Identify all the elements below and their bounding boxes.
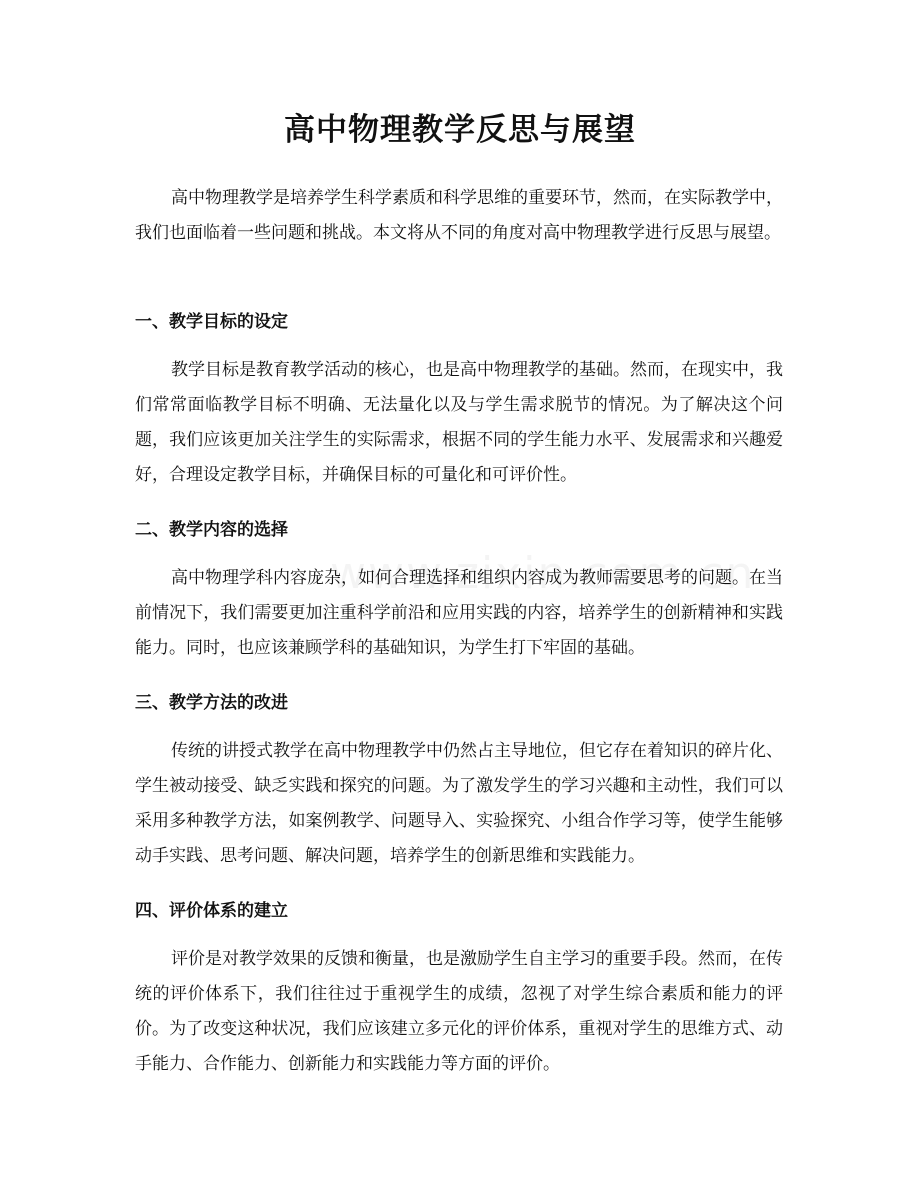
section-heading-2: 二、教学内容的选择 <box>135 520 288 540</box>
section-body-4: 评价是对教学效果的反馈和衡量，也是激励学生自主学习的重要手段。然而，在传统的评价体系下，我们往往过于重视学生的成绩，忽视了对学生综合素质和能力的评价。为了改变这种状况，我们应该建立多元化的评价体系，重视对学生的思维方式、动手能力、合作能力、创新能力和实践能力等方面的评价。 <box>135 949 783 1074</box>
section-heading-3: 三、教学方法的改进 <box>135 693 288 713</box>
section-heading-4: 四、评价体系的建立 <box>135 901 288 921</box>
section-body-1: 教学目标是教育教学活动的核心，也是高中物理教学的基础。然而，在现实中，我们常常面临教学目标不明确、无法量化以及与学生需求脱节的情况。为了解决这个问题，我们应该更加关注学生的实际需求，根据不同的学生能力水平、发展需求和兴趣爱好，合理设定教学目标，并确保目标的可量化和可评价性。 <box>135 360 783 485</box>
section-heading-1: 一、教学目标的设定 <box>135 312 288 332</box>
document-title: 高中物理教学反思与展望 <box>284 112 636 148</box>
section-body-3: 传统的讲授式教学在高中物理教学中仍然占主导地位，但它存在着知识的碎片化、学生被动接受、缺乏实践和探究的问题。为了激发学生的学习兴趣和主动性，我们可以采用多种教学方法，如案例教学、问题导入、实验探究、小组合作学习等，使学生能够动手实践、思考问题、解决问题，培养学生的创新思维和实践能力。 <box>135 741 783 866</box>
intro-paragraph: 高中物理教学是培养学生科学素质和科学思维的重要环节，然而，在实际教学中，我们也面临着一些问题和挑战。本文将从不同的角度对高中物理教学进行反思与展望。 <box>135 188 783 243</box>
section-body-2: 高中物理学科内容庞杂，如何合理选择和组织内容成为教师需要思考的问题。在当前情况下，我们需要更加注重科学前沿和应用实践的内容，培养学生的创新精神和实践能力。同时，也应该兼顾学科的基础知识，为学生打下牢固的基础。 <box>135 568 783 658</box>
